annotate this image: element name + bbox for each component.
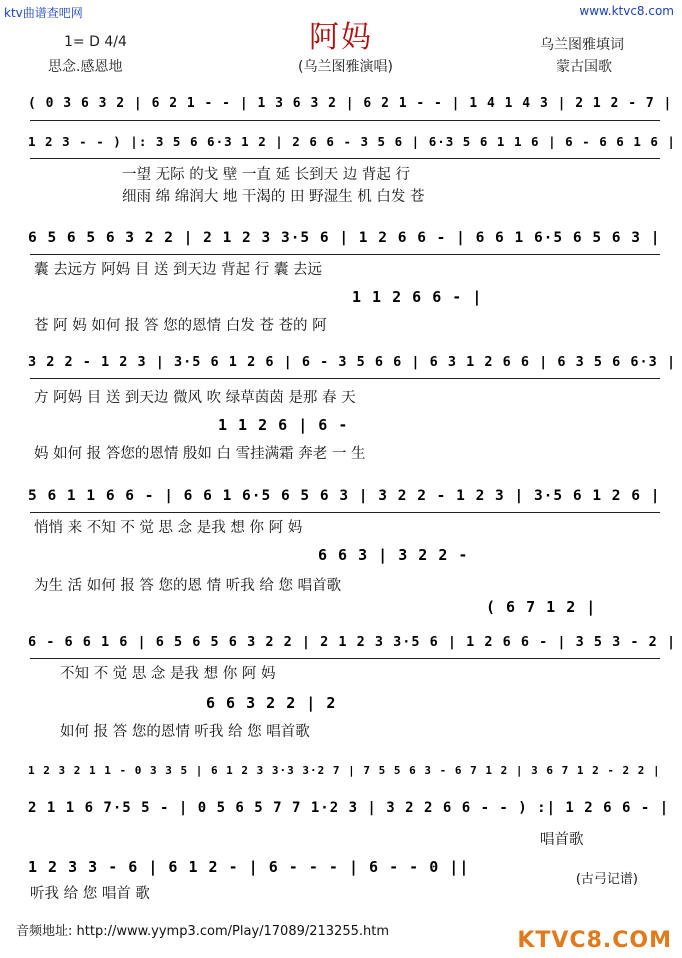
lyric-line-11: 唱首歌 [540,832,584,848]
site-logo: KTVC8.COM [517,928,672,953]
lyric-line-3: 囊 去远方 阿妈 目 送 到天边 背起 行 囊 去远 [34,262,322,278]
audio-link[interactable]: 音频地址: http://www.yymp3.com/Play/17089/213255.htm [16,924,390,939]
notation-line-2: 1 2 3 - - ) |: 3 5 6 6·3 1 2 | 2 6 6 - 3 5 6 | 6·3 5 6 1 1 6 | 6 - 6 6 1 6 | [28,134,676,149]
lyric-line-6: 妈 如何 报 答您的恩情 殷如 白 雪挂满霜 奔老 一 生 [34,446,366,462]
lyric-line-5: 方 阿妈 目 送 到天边 微风 吹 绿草茵茵 是那 春 天 [34,390,356,406]
lyric-line-1: 一望 无际 的戈 壁 一直 延 长到天 边 背起 行 [122,167,410,183]
notation-line-3: 6 5 6 5 6 3 2 2 | 2 1 2 3 3·5 6 | 1 2 6 6 - | 6 6 1 6·5 6 5 6 3 | [28,230,661,246]
song-title: 阿妈 [309,20,373,55]
lyric-line-7: 悄悄 来 不知 不 觉 思 念 是我 想 你 阿 妈 [34,520,303,536]
site-watermark-right: www.ktvc8.com [579,4,674,18]
lyric-line-8: 为生 活 如何 报 答 您的恩 情 听我 给 您 唱首歌 [34,578,342,594]
lyric-line-12: 听我 给 您 唱首 歌 [30,886,150,902]
site-watermark-left: ktv曲谱查吧网 [4,6,83,20]
lyric-line-10: 如何 报 答 您的恩情 听我 给 您 唱首歌 [60,724,310,740]
expression-mark: 思念.感恩地 [48,59,123,75]
notation-line-1: ( 0 3 6 3 2 | 6 2 1 - - | 1 3 6 3 2 | 6 2 1 - - | 1 4 1 4 3 | 2 1 2 - 7 | [28,96,673,111]
notation-line-8: 2 1 1 6 7·5 5 - | 0 5 6 5 7 7 1·2 3 | 3 2 2 6 6 - - ) :| 1 2 6 6 - | [28,800,670,816]
notation-line-3b: 1 1 2 6 6 - | [352,288,483,306]
key-signature: 1= D 4/4 [64,34,127,50]
lyric-line-2: 细雨 绵 绵润大 地 干渴的 田 野湿生 机 白发 苍 [122,189,425,205]
singer: (乌兰图雅演唱) [298,59,393,75]
notation-line-5: 5 6 1 1 6 6 - | 6 6 1 6·5 6 5 6 3 | 3 2 2 - 1 2 3 | 3·5 6 1 2 6 | [28,488,661,504]
notation-line-6a: ( 6 7 1 2 | [486,598,597,616]
notation-line-4: 3 2 2 - 1 2 3 | 3·5 6 1 2 6 | 6 - 3 5 6 6 | 6 3 1 2 6 6 | 6 3 5 6 6·3 | [28,354,677,370]
notation-line-6b: 6 6 3 2 2 | 2 [206,694,337,712]
notation-line-9: 1 2 3 3 - 6 | 6 1 2 - | 6 - - - | 6 - - 0 || [28,858,470,876]
notation-line-7: 1 2 3 2 1 1 - 0 3 3 5 | 6 1 2 3 3·3 3·2 7 | 7 5 5 6 3 - 6 7 1 2 | 3 6 7 1 2 - 2 2 | [28,764,661,777]
notation-line-4b: 1 1 2 6 | 6 - [218,416,349,434]
lyric-line-4: 苍 阿 妈 如何 报 答 您的恩情 白发 苍 苍的 阿 [34,318,327,334]
transcriber-credit: (古弓记谱) [575,872,638,887]
notation-line-5b: 6 6 3 | 3 2 2 - [318,546,469,564]
lyric-line-9: 不知 不 觉 思 念 是我 想 你 阿 妈 [60,666,276,682]
genre: 蒙古国歌 [556,59,612,75]
notation-line-6: 6 - 6 6 1 6 | 6 5 6 5 6 3 2 2 | 2 1 2 3 3·5 6 | 1 2 6 6 - | 3 5 3 - 2 | [28,634,677,650]
lyricist: 乌兰图雅填词 [540,37,624,53]
